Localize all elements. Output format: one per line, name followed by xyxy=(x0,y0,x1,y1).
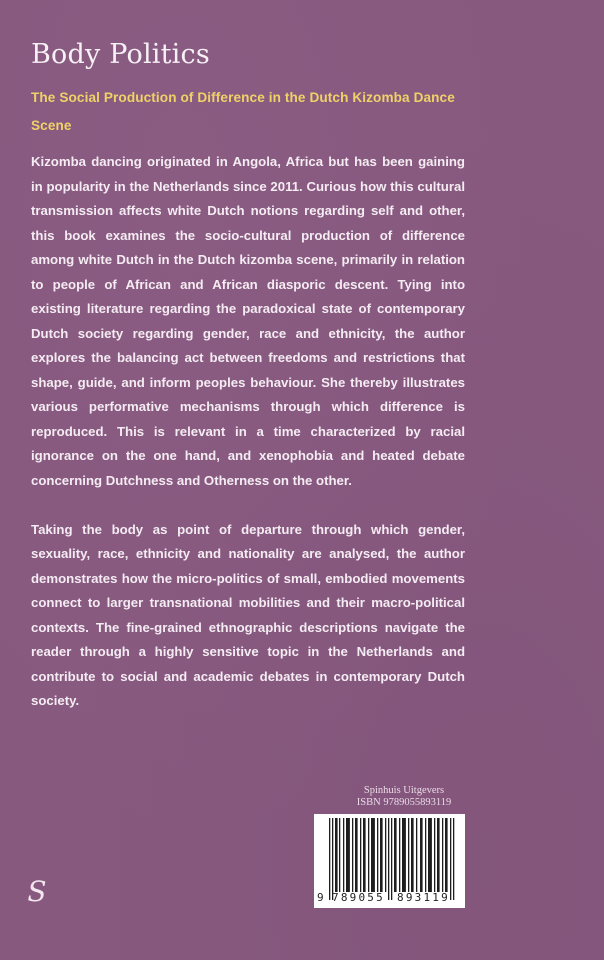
book-title: Body Politics xyxy=(31,39,210,70)
barcode-digits xyxy=(314,891,465,905)
barcode-group-1: 789055 xyxy=(332,891,385,904)
barcode-group-2: 893119 xyxy=(397,891,450,904)
book-subtitle: The Social Production of Difference in the Dutch Kizomba Dance Scene xyxy=(31,90,455,133)
isbn-barcode xyxy=(314,814,465,908)
blurb-paragraph-1: Kizomba dancing originated in Angola, Africa but has been gaining in popularity in the Netherlands since 2011. Curious how this cultural transmission affects white Dutch notions regarding self and other, this book examines the socio-cultural production of difference among white Dutch in the Dutch kizomba scene, primarily in relation to people of African and African diasporic descent. Tying into existing literature regarding the paradoxical state of contemporary Dutch society regarding gender, race and ethnicity, the author explores the balancing act between freedoms and restrictions that shape, guide, and inform peoples behaviour. She thereby illustrates various performative mechanisms through which difference is reproduced. This is relevant in a time characterized by racial ignorance on the one hand, and xenophobia and heated debate concerning Dutchness and Otherness on the other. xyxy=(31,154,465,488)
publisher-name: Spinhuis Uitgevers xyxy=(363,785,445,796)
spinhuis-logo-icon: S xyxy=(27,875,47,908)
isbn-label: ISBN 9789055893119 xyxy=(356,797,452,808)
barcode-lead-digit: 9 xyxy=(317,891,324,904)
blurb xyxy=(31,150,465,714)
publisher-info xyxy=(344,785,464,809)
blurb-paragraph-2: Taking the body as point of departure through which gender, sexuality, race, ethnicity and nationality are analysed, the author demonstrates how the micro-politics of small, embodied movements connect to larger transnational mobilities and their macro-political contexts. The fine-grained ethnographic descriptions navigate the reader through a highly sensitive topic in the Netherlands and contribute to social and academic debates in contemporary Dutch society. xyxy=(31,521,465,708)
